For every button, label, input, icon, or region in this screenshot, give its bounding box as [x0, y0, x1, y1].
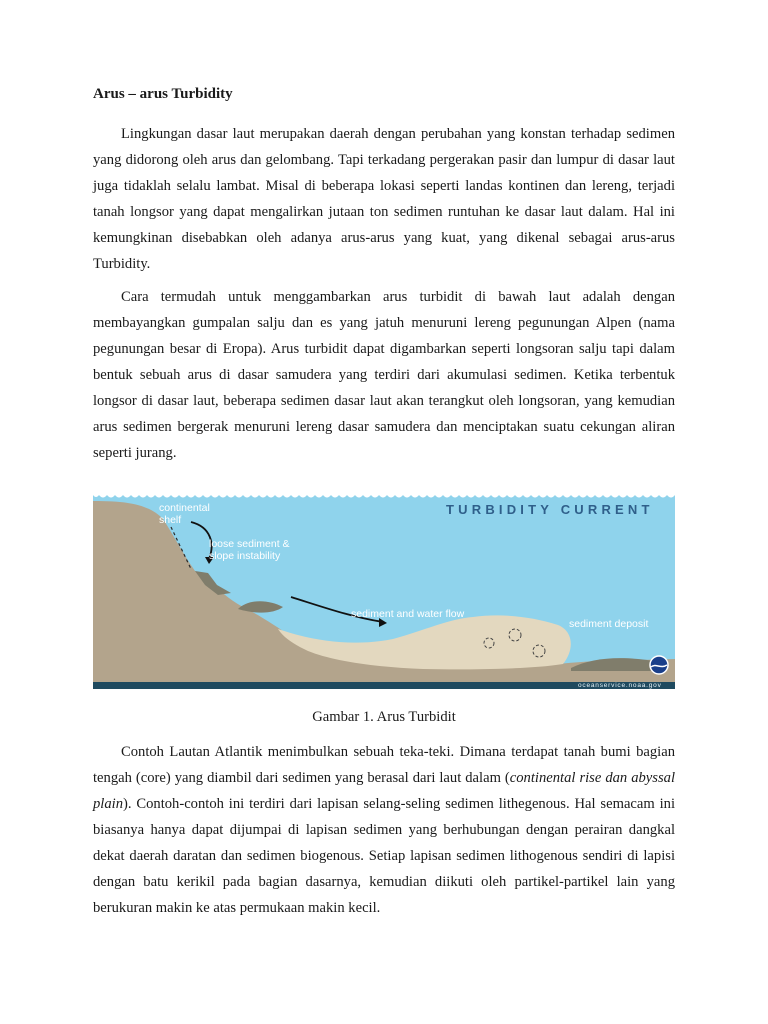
figure-caption: Gambar 1. Arus Turbidit: [312, 709, 456, 725]
paragraph-1-text: Lingkungan dasar laut merupakan daerah dengan perubahan yang konstan terhadap sedimen yang didorong oleh arus dan gelombang. Tapi terkadang pergerakan pasir dan lumpur di dasar laut juga tidaklah selalu lambat. Misal di beberapa lokasi seperti landas kontinen dan lereng, terjadi tanah longsor yang dapat mengalirkan jutaan ton sedimen runtuhan ke dasar laut dalam. Hal ini kemungkinan disebabkan oleh adanya arus-arus yang kuat, yang dikenal sebagai arus-arus Turbidity.: [93, 126, 675, 272]
figure-source: oceanservice.noaa.gov: [578, 682, 662, 689]
section-heading: Arus – arus Turbidity: [93, 86, 233, 102]
label-sediment-deposit: sediment deposit: [569, 618, 649, 630]
label-slope-instability: slope instability: [209, 550, 281, 562]
paragraph-3: [93, 739, 675, 921]
label-continental-shelf-2: shelf: [159, 514, 182, 526]
label-continental-shelf: continental: [159, 502, 210, 514]
figure-title: TURBIDITY CURRENT: [446, 502, 654, 517]
paragraph-3-text-a: Contoh Lautan Atlantik menimbulkan sebuah teka-teki. Dimana terdapat tanah bumi bagian tengah (core) yang diambil dari sedimen yang berasal dari laut dalam (: [93, 744, 675, 786]
paragraph-3-text-b: ). Contoh-contoh ini terdiri dari lapisan selang-seling sedimen lithegenous. Hal semacam ini biasanya hanya dapat dijumpai di lapisan sedimen yang berhubungan dengan perairan dangkal dekat daerah daratan dan sedimen biogenous. Setiap lapisan sedimen lithogenous sendiri di lapisi dengan batu kerikil pada bagian dasarnya, kemudian diikuti oleh partikel-partikel lain yang berukuran makin ke atas permukaan makin kecil.: [93, 796, 675, 916]
paragraph-1: [93, 121, 675, 277]
label-sediment-water-flow: sediment and water flow: [351, 608, 465, 620]
paragraph-3-italic: continental rise dan abyssal plain: [93, 770, 675, 812]
paragraph-2-text: Cara termudah untuk menggambarkan arus turbidit di bawah laut adalah dengan membayangkan gumpalan salju dan es yang jatuh menuruni lereng pegunungan Alpen (nama pegunungan besar di Eropa). Arus turbidit dapat digambarkan seperti longsoran salju tapi dalam bentuk sebuah arus di dasar samudera yang terdiri dari akumulasi sedimen. Ketika terbentuk longsor di dasar laut, beberapa sedimen dasar laut akan terangkut oleh longsoran, yang kemudian arus sedimen bergerak menuruni lereng dasar samudera dan menciptakan suatu cekungan aliran seperti jurang.: [93, 289, 675, 461]
turbidity-current-figure: [93, 489, 675, 689]
noaa-logo: [650, 656, 668, 674]
label-loose-sediment: loose sediment &: [209, 538, 290, 550]
paragraph-2: [93, 284, 675, 466]
